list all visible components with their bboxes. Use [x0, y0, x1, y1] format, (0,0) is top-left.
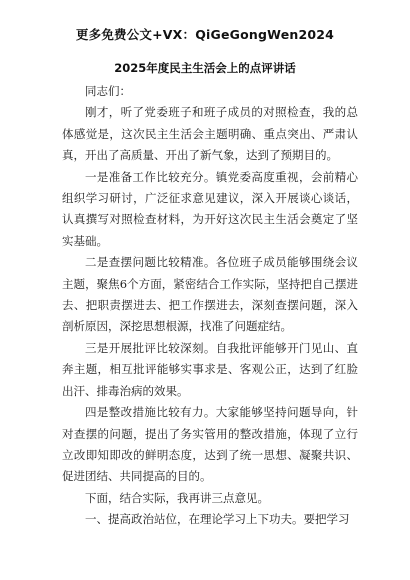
document-title: 2025年度民主生活会上的点评讲话	[114, 61, 296, 75]
paragraph-point-2: 二是查摆问题比较精准。各位班子成员能够围绕会议主题，聚焦6个方面，紧密结合工作实际，坚持把自己摆进去、把职责摆进去、把工作摆进去，深刻查摆问题，深入剖析原因，深挖思想根源，找准了问题症结。	[62, 255, 358, 334]
paragraph-point-1: 一是准备工作比较充分。镇党委高度重视，会前精心组织学习研讨，广泛征求意见建议，深入开展谈心谈话，认真撰写对照检查材料，为开好这次民主生活会奠定了坚实基础。	[62, 169, 358, 248]
paragraph-opinion-1: 一、提高政治站位，在理论学习上下功夫。要把学习	[85, 512, 350, 527]
salutation: 同志们：	[85, 84, 131, 98]
paragraph-intro: 刚才，听了党委班子和班子成员的对照检查，我的总体感觉是，这次民主生活会主题明确、重点突出、严肃认真，开出了高质量、开出了新气象，达到了预期目的。	[62, 105, 358, 163]
paragraph-point-4: 四是整改措施比较有力。大家能够坚持问题导向，针对查摆的问题，提出了务实管用的整改措施，体现了立行立改即知即改的鲜明态度，达到了统一思想、凝聚共识、促进团结、共同提高的目的。	[62, 405, 358, 484]
document-body	[62, 81, 358, 531]
paragraph-transition: 下面，结合实际，我再讲三点意见。	[85, 490, 269, 505]
promo-banner: 更多免费公文+VX：QiGeGongWen2024	[75, 27, 335, 42]
paragraph-point-3: 三是开展批评比较深刻。自我批评能够开门见山、直奔主题，相互批评能够实事求是、客观公正，达到了红脸出汗、排毒治病的效果。	[62, 340, 358, 398]
